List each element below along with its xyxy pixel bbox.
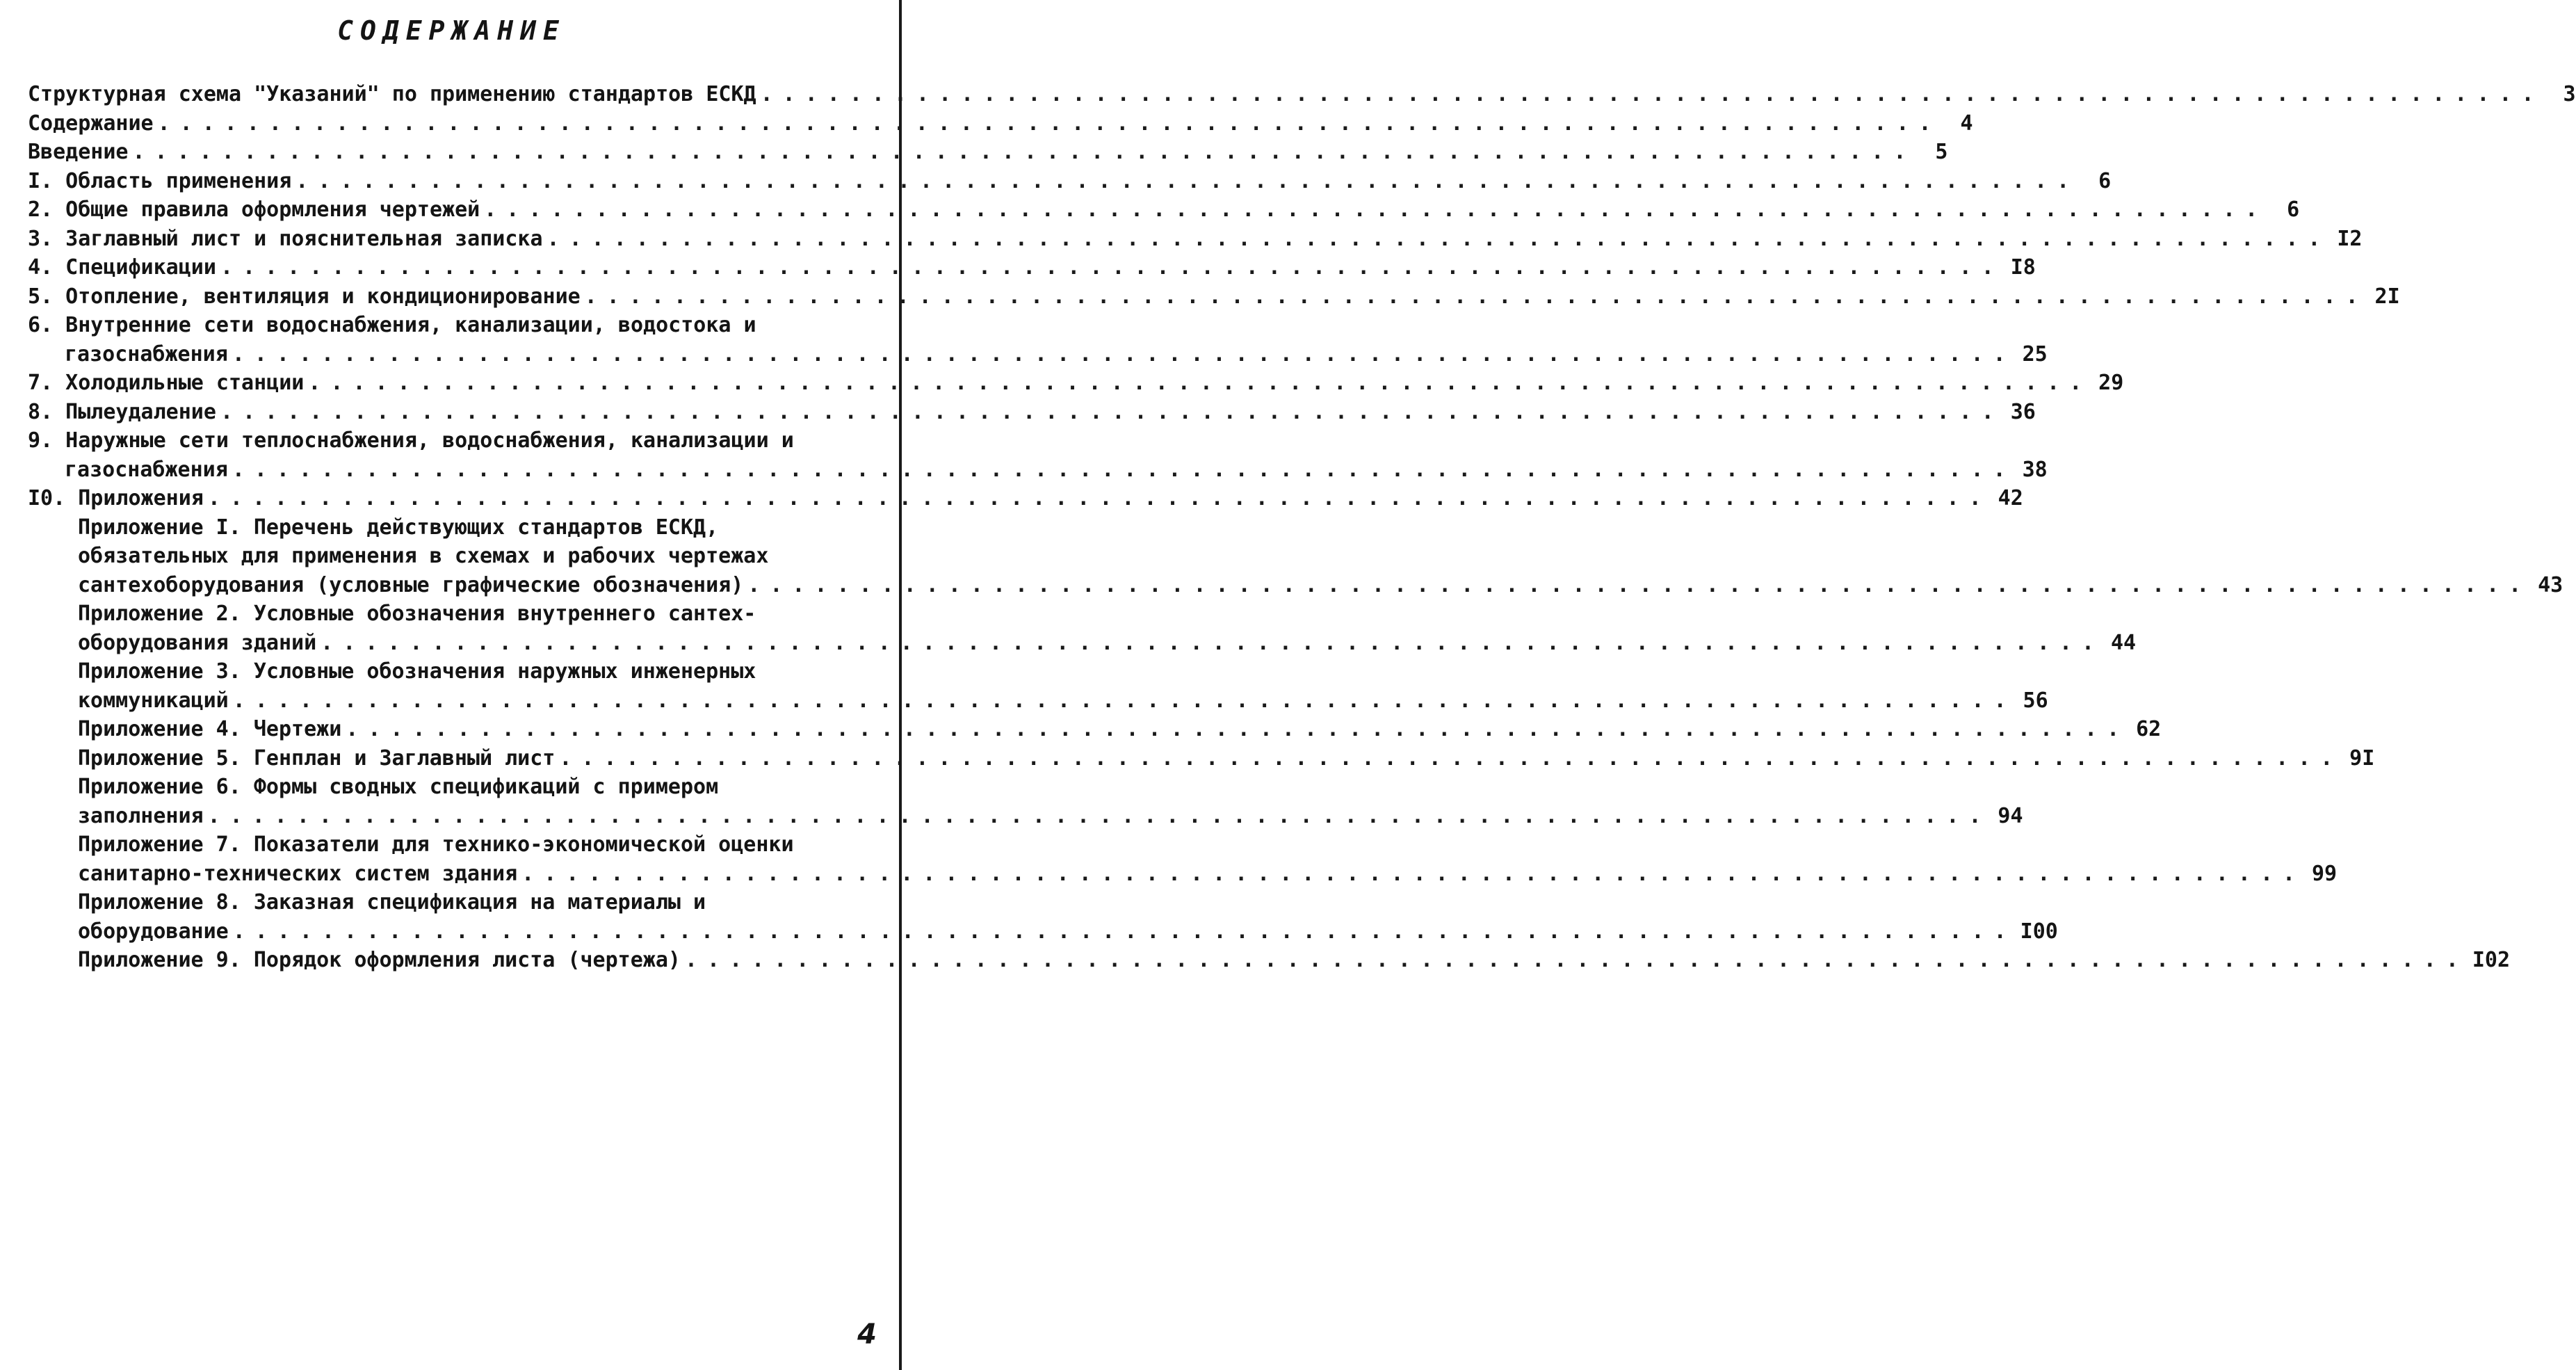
toc-entry <box>28 773 2023 830</box>
toc-entry <box>28 282 2400 312</box>
toc-entry-text: обязательных для применения в схемах и рабочих чертежах <box>78 544 769 568</box>
toc-page-number: 44 <box>2110 630 2137 655</box>
toc-entry-text: Приложение I. Перечень действующих стандартов ЕСКД, <box>78 515 719 540</box>
toc-entry-text: Приложение 3. Условные обозначения наружных инженерных <box>78 659 756 684</box>
toc-entry <box>28 369 2124 398</box>
leader-dots: ................................................................................ <box>308 371 2092 395</box>
toc-page-number: 4 <box>1960 111 1973 136</box>
toc-page-number: 5 <box>1935 140 1948 164</box>
toc-entry-text: I0. Приложения <box>28 486 204 510</box>
toc-line <box>28 860 2338 889</box>
toc-line <box>28 195 2300 225</box>
toc-line <box>28 715 2162 744</box>
toc-entry <box>28 109 1973 138</box>
toc-entry-text: 8. Пылеудаление <box>28 399 216 424</box>
toc-page-number: 3 <box>2563 82 2576 106</box>
toc-entry-text: оборудования зданий <box>78 630 317 655</box>
toc-entry-text: Содержание <box>28 111 154 136</box>
leader-dots: ................................................................................ <box>346 717 2130 741</box>
toc-line <box>28 571 2563 600</box>
toc-line <box>28 80 2576 109</box>
toc-entry-text: газоснабжения <box>65 341 228 366</box>
toc-page-number: 43 <box>2538 572 2563 597</box>
toc-entry-text: Приложение 6. Формы сводных спецификаций с примером <box>78 775 719 799</box>
toc-line <box>28 456 2048 485</box>
toc-entry-text: Приложение 9. Порядок оформления листа (чертежа) <box>78 948 681 972</box>
leader-dots: ................................................................................ <box>220 255 2004 280</box>
leader-dots: ................................................................................ <box>157 111 1941 136</box>
toc-entry <box>28 167 2112 196</box>
toc-entry-text: Введение <box>28 140 129 164</box>
toc-page-number: I02 <box>2472 948 2511 972</box>
toc-entry-text: Структурная схема "Указаний" по применению стандартов ЕСКД <box>28 82 756 106</box>
toc-line <box>28 830 883 860</box>
toc-entry-text: I. Область применения <box>28 168 292 193</box>
toc-line <box>28 398 2036 427</box>
toc-line <box>28 917 2058 946</box>
toc-line <box>28 167 2112 196</box>
toc-entry <box>28 484 2023 513</box>
toc-page-number: 25 <box>2022 341 2048 366</box>
toc-line <box>28 225 2363 254</box>
toc-entry-text: 7. Холодильные станции <box>28 371 305 395</box>
toc-entry-text: Приложение 4. Чертежи <box>78 717 342 741</box>
toc-page-number: I8 <box>2010 255 2036 280</box>
toc-entry-text: Приложение 7. Показатели для технико-экономической оценки <box>78 832 794 857</box>
toc-entry <box>28 225 2363 254</box>
toc-page-number: 2I <box>2374 284 2400 309</box>
toc-page-number: 29 <box>2098 371 2124 395</box>
toc-entry-text: 9. Наружные сети теплоснабжения, водоснабжения, канализации и <box>28 428 794 453</box>
toc-entry <box>28 744 2375 773</box>
toc-entry-text: 2. Общие правила оформления чертежей <box>28 198 480 222</box>
toc-entry <box>28 80 2576 109</box>
toc-entry-text: оборудование <box>78 919 229 944</box>
toc-entry <box>28 398 2036 427</box>
leader-dots: ................................................................................ <box>546 226 2331 251</box>
leader-dots: ................................................................................ <box>321 630 2105 655</box>
toc-entry <box>28 138 1948 167</box>
toc-entry-text: 5. Отопление, вентиляция и кондиционирование <box>28 284 581 309</box>
toc-entry <box>28 946 2511 975</box>
toc-entry-text: заполнения <box>78 803 204 828</box>
leader-dots: ................................................................................ <box>559 746 2343 771</box>
leader-dots: ................................................................................ <box>760 82 2544 106</box>
toc-entry-text: сантехоборудования (условные графические обозначения) <box>78 572 744 597</box>
toc-entry-text: Приложение 2. Условные обозначения внутреннего сантех- <box>78 602 756 626</box>
toc-entry-text: 6. Внутренние сети водоснабжения, канализации, водостока и <box>28 313 756 337</box>
toc-line <box>28 138 1948 167</box>
leader-dots: ................................................................................ <box>521 861 2306 886</box>
toc-line <box>28 599 883 629</box>
toc-line <box>28 369 2124 398</box>
toc-line <box>28 802 2023 831</box>
toc-entry-text: санитарно-технических систем здания <box>78 861 518 886</box>
toc-page-number: 42 <box>1998 486 2023 510</box>
toc-line <box>28 426 883 456</box>
leader-dots: ................................................................................ <box>232 688 2016 713</box>
toc-line <box>28 888 883 917</box>
toc-entry <box>28 195 2300 225</box>
leader-dots: ................................................................................ <box>484 198 2268 222</box>
leader-dots: ................................................................................ <box>747 572 2532 597</box>
toc-line <box>28 946 2511 975</box>
leader-dots: ................................................................................ <box>232 341 2016 366</box>
table-of-contents <box>28 80 2576 975</box>
toc-page-number: 36 <box>2010 399 2036 424</box>
toc-page-number: 94 <box>1998 803 2023 828</box>
toc-entry-text: газоснабжения <box>65 457 228 482</box>
toc-line <box>28 629 2137 658</box>
toc-line <box>28 657 883 686</box>
toc-line <box>28 109 1973 138</box>
toc-page-number: 9I <box>2349 746 2375 771</box>
toc-entry <box>28 599 2137 657</box>
leader-dots: ................................................................................ <box>207 486 1991 510</box>
toc-page-number: 38 <box>2022 457 2048 482</box>
toc-entry <box>28 513 2563 600</box>
toc-entry-text: Приложение 5. Генплан и Заглавный лист <box>78 746 556 771</box>
page-title: СОДЕРЖАНИЕ <box>337 15 566 46</box>
toc-entry-text: 4. Спецификации <box>28 255 216 280</box>
toc-line <box>28 744 2375 773</box>
toc-line <box>28 773 883 802</box>
toc-page-number: I00 <box>2020 919 2058 944</box>
toc-entry-text: Приложение 8. Заказная спецификация на материалы и <box>78 890 706 914</box>
toc-entry-text: 3. Заглавный лист и пояснительная записка <box>28 226 543 251</box>
toc-entry <box>28 715 2162 744</box>
toc-line <box>28 686 2048 716</box>
leader-dots: ................................................................................ <box>207 803 1991 828</box>
toc-line <box>28 484 2023 513</box>
toc-page-number: 56 <box>2023 688 2048 713</box>
toc-entry <box>28 657 2048 715</box>
toc-line <box>28 513 883 542</box>
leader-dots: ................................................................................ <box>232 919 2016 944</box>
toc-line <box>28 542 883 571</box>
toc-entry-text: коммуникаций <box>78 688 229 713</box>
leader-dots: ................................................................................ <box>132 140 1916 164</box>
toc-page-number: 6 <box>2098 168 2112 193</box>
leader-dots: ................................................................................ <box>584 284 2368 309</box>
toc-line <box>28 282 2400 312</box>
toc-page-number: 6 <box>2287 198 2300 222</box>
toc-page-number: I2 <box>2337 226 2363 251</box>
toc-entry <box>28 426 2048 484</box>
leader-dots: ................................................................................ <box>684 948 2468 972</box>
toc-page-number: 62 <box>2136 717 2162 741</box>
toc-entry <box>28 830 2338 888</box>
toc-entry <box>28 311 2048 369</box>
toc-entry <box>28 888 2058 946</box>
leader-dots: ................................................................................ <box>295 168 2080 193</box>
leader-dots: ................................................................................ <box>220 399 2004 424</box>
toc-line <box>28 253 2036 282</box>
toc-line <box>28 340 2048 369</box>
toc-line <box>28 311 883 340</box>
toc-entry <box>28 253 2036 282</box>
toc-page-number: 99 <box>2311 861 2338 886</box>
leader-dots: ................................................................................ <box>232 457 2016 482</box>
page-number: 4 <box>857 1319 877 1351</box>
